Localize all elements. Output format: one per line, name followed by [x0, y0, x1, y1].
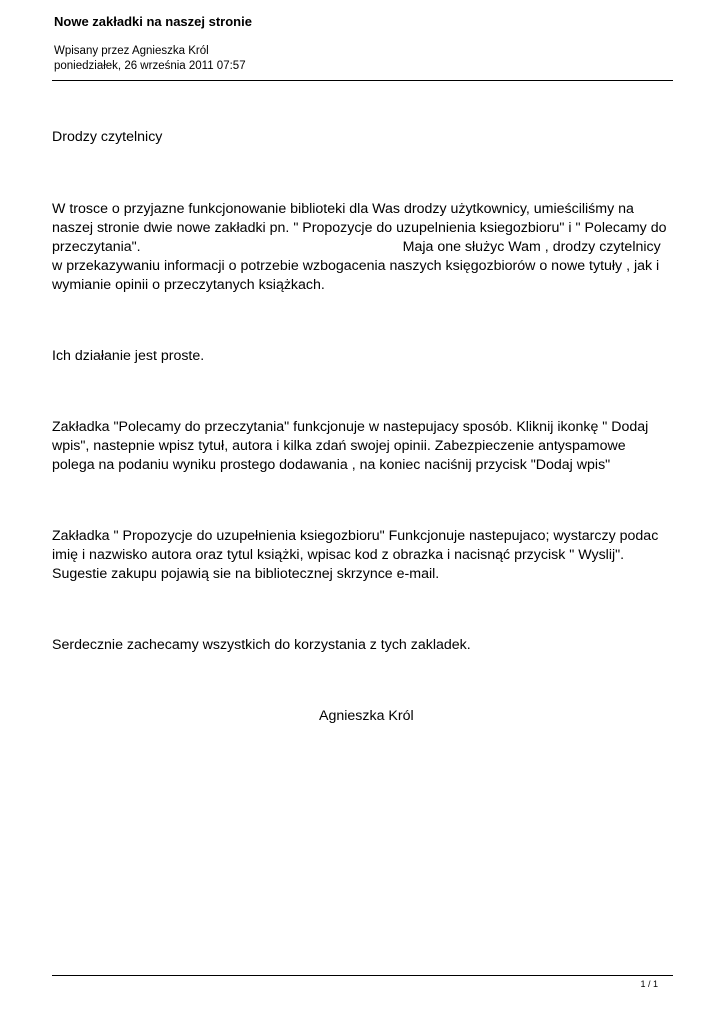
paragraph-propozycje: Zakładka " Propozycje do uzupełnienia ksiegozbioru" Funkcjonuje nastepujaco; wystarczy podac imię i nazwisko autora oraz tytul książki, wpisac kod z obrazka i nacisnąć przycisk " Wyslij". Sugestie zakupu pojawią sie na bibliotecznej skrzynce e-mail. [52, 528, 659, 582]
page-title: Nowe zakładki na naszej stronie [54, 14, 252, 29]
paragraph-simple: Ich działanie jest proste. [52, 348, 205, 364]
article-meta [54, 44, 674, 74]
document-header [54, 14, 674, 74]
date-line: poniedziałek, 26 września 2011 07:57 [54, 60, 246, 72]
paragraph-intro-part1: W trosce o przyjazne funkcjonowanie biblioteki dla Was drodzy użytkownicy, umieściliśmy na naszej stronie dwie nowe zakładki pn. " Propozycje do uzupelnienia ksiegozbioru" i " Polecamy do przeczytania". [52, 201, 667, 255]
page-number: 1 / 1 [640, 979, 658, 989]
paragraph-intro-part2: Maja one służyc Wam , drodzy czytelnicy w przekazywaniu informacji o potrzebie wzbogacenia naszych księgozbiorów o nowe tytuły , jak i wymianie opinii o przeczytanych książkach. [52, 239, 661, 293]
greeting: Drodzy czytelnicy [52, 129, 163, 145]
signature: Agnieszka Król [319, 708, 414, 724]
header-divider [52, 80, 673, 81]
article-body [52, 128, 672, 726]
paragraph-intro [52, 200, 672, 295]
footer-divider [52, 975, 673, 976]
author-line: Wpisany przez Agnieszka Król [54, 45, 209, 57]
paragraph-closing: Serdecznie zachecamy wszystkich do korzystania z tych zakladek. [52, 637, 471, 653]
paragraph-polecamy: Zakładka "Polecamy do przeczytania" funkcjonuje w nastepujacy sposób. Kliknij ikonkę " Dodaj wpis", nastepnie wpisz tytuł, autora i kilka zdań swojej opinii. Zabezpieczenie antyspamowe polega na podaniu wyniku prostego dodawania , na koniec naciśnij przycisk "Dodaj wpis" [52, 419, 649, 473]
